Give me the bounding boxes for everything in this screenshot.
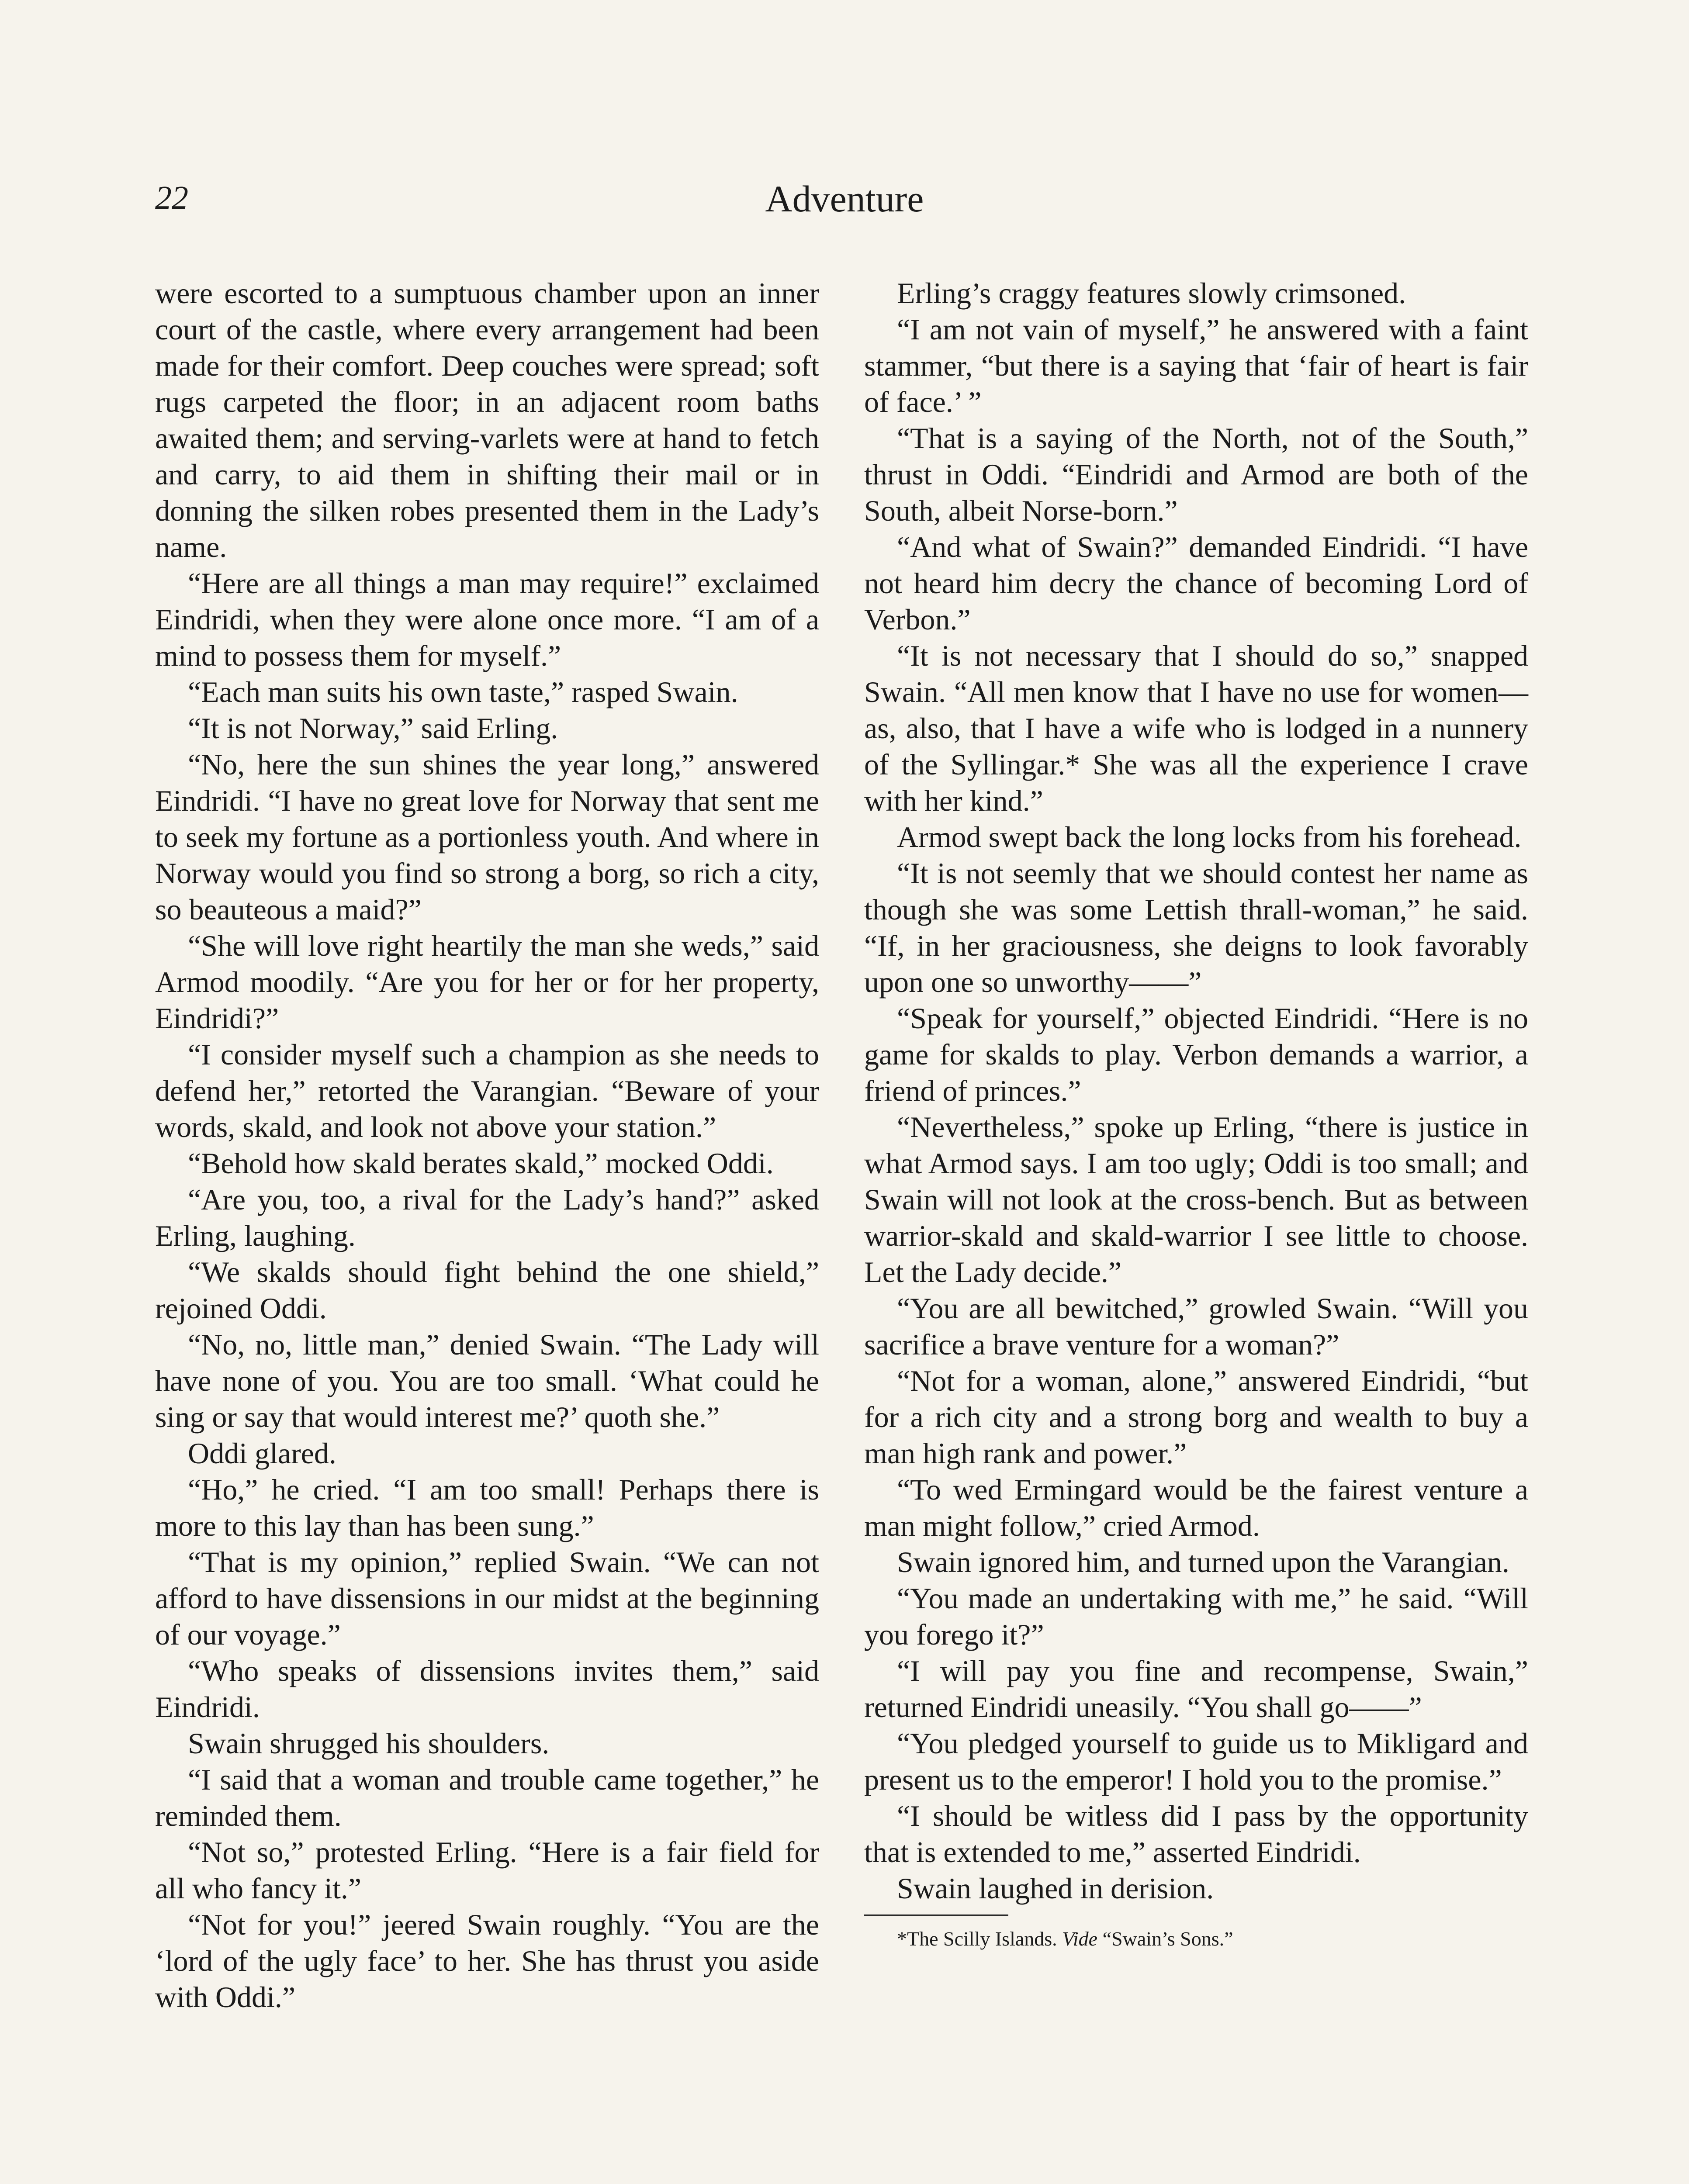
paragraph: “I consider myself such a champion as she needs to defend her,” retorted the Varangian. “Beware of your words, skald, and look not above your station.” (155, 1038, 819, 1144)
paragraph: Swain laughed in derision. (897, 1872, 1214, 1905)
footnote-rule (864, 1914, 1008, 1916)
paragraph: “Ho,” he cried. “I am too small! Perhaps there is more to this lay than has been sung.” (155, 1473, 819, 1542)
paragraph: “I should be witless did I pass by the opportunity that is extended to me,” asserted Eindridi. (864, 1799, 1528, 1869)
footnote-source: “Swain’s Sons.” (1102, 1928, 1233, 1950)
paragraph: “We skalds should fight behind the one shield,” rejoined Oddi. (155, 1255, 819, 1325)
paragraph: “She will love right heartily the man she weds,” said Armod moodily. “Are you for her or for her property, Eindridi?” (155, 929, 819, 1035)
footnote-text: *The Scilly Islands. (897, 1928, 1057, 1950)
paragraph: “It is not necessary that I should do so,” snapped Swain. “All men know that I have no use for women—as, also, that I have a wife who is lodged in a nunnery of the Syllingar.* She was all the experience I crave with her kind.” (864, 639, 1528, 817)
paragraph: Swain shrugged his shoulders. (188, 1727, 550, 1760)
paragraph: “Not for you!” jeered Swain roughly. “You are the ‘lord of the ugly face’ to her. She has thrust you aside with Oddi.” (155, 1908, 819, 2014)
paragraph: “Not so,” protested Erling. “Here is a fair field for all who fancy it.” (155, 1835, 819, 1905)
right-column (864, 275, 1528, 1952)
paragraph: “Each man suits his own taste,” rasped Swain. (188, 675, 738, 708)
paragraph: “I will pay you fine and recompense, Swain,” returned Eindridi uneasily. “You shall go——” (864, 1654, 1528, 1724)
paragraph: “It is not seemly that we should contest her name as though she was some Lettish thrall-woman,” he said. “If, in her graciousness, she deigns to look favorably upon one so unworthy——” (864, 857, 1528, 999)
paragraph: “You are all bewitched,” growled Swain. “Will you sacrifice a brave venture for a woman?” (864, 1292, 1528, 1361)
paragraph: “It is not Norway,” said Erling. (188, 712, 558, 745)
paragraph: Swain ignored him, and turned upon the Varangian. (897, 1545, 1509, 1579)
paragraph: “I said that a woman and trouble came together,” he reminded them. (155, 1763, 819, 1832)
footnote (864, 1926, 1528, 1952)
paragraph: Oddi glared. (188, 1437, 336, 1470)
paragraph: “Behold how skald berates skald,” mocked Oddi. (188, 1147, 774, 1180)
paragraph: “That is my opinion,” replied Swain. “We can not afford to have dissensions in our midst at the beginning of our voyage.” (155, 1545, 819, 1651)
paragraph: “You pledged yourself to guide us to Mikligard and present us to the emperor! I hold you to the promise.” (864, 1727, 1528, 1796)
paragraph: “Who speaks of dissensions invites them,” said Eindridi. (155, 1654, 819, 1724)
left-column (155, 275, 819, 2015)
right-column-body (864, 275, 1528, 1907)
paragraph: “Nevertheless,” spoke up Erling, “there is justice in what Armod says. I am too ugly; Oddi is too small; and Swain will not look at the cross-bench. But as between warrior-skald and skald-warrior I see little to choose. Let the Lady decide.” (864, 1110, 1528, 1289)
running-title: Adventure (765, 178, 924, 220)
paragraph: “Speak for yourself,” objected Eindridi. “Here is no game for skalds to play. Verbon demands a warrior, a friend of princes.” (864, 1002, 1528, 1107)
paragraph: “That is a saying of the North, not of the South,” thrust in Oddi. “Eindridi and Armod are both of the South, albeit Norse-born.” (864, 422, 1528, 527)
paragraph: “Here are all things a man may require!” exclaimed Eindridi, when they were alone once more. “I am of a mind to possess them for myself.” (155, 567, 819, 672)
paragraph: Erling’s craggy features slowly crimsoned. (897, 276, 1406, 310)
paragraph: “And what of Swain?” demanded Eindridi. “I have not heard him decry the chance of becoming Lord of Verbon.” (864, 530, 1528, 636)
footnote-vide: Vide (1062, 1928, 1098, 1950)
paragraph: “No, no, little man,” denied Swain. “The Lady will have none of you. You are too small. ‘What could he sing or say that would interest me?’ quoth she.” (155, 1328, 819, 1434)
paragraph: were escorted to a sumptuous chamber upon an inner court of the castle, where every arrangement had been made for their comfort. Deep couches were spread; soft rugs carpeted the floor; in an adjacent room baths awaited them; and serving-varlets were at hand to fetch and carry, to aid them in shifting their mail or in donning the silken robes presented them in the Lady’s name. (155, 276, 819, 563)
paragraph: “I am not vain of myself,” he answered with a faint stammer, “but there is a saying that ‘fair of heart is fair of face.’ ” (864, 313, 1528, 418)
paragraph: “You made an undertaking with me,” he said. “Will you forego it?” (864, 1582, 1528, 1651)
paragraph: Armod swept back the long locks from his forehead. (897, 820, 1522, 854)
page-number: 22 (155, 180, 188, 216)
paragraph: “No, here the sun shines the year long,” answered Eindridi. “I have no great love for Norway that sent me to seek my fortune as a portionless youth. And where in Norway would you find so strong a borg, so rich a city, so beauteous a maid?” (155, 748, 819, 926)
paragraph: “Are you, too, a rival for the Lady’s hand?” asked Erling, laughing. (155, 1183, 819, 1252)
paragraph: “To wed Ermingard would be the fairest venture a man might follow,” cried Armod. (864, 1473, 1528, 1542)
paragraph: “Not for a woman, alone,” answered Eindridi, “but for a rich city and a strong borg and wealth to buy a man high rank and power.” (864, 1364, 1528, 1470)
